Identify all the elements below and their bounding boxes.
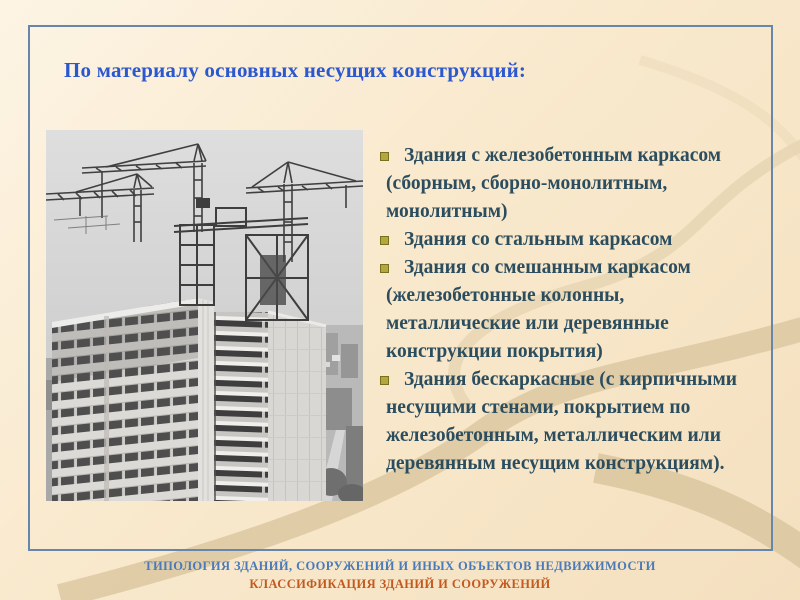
- list-item: [380, 366, 748, 478]
- footer-section-title: КЛАССИФИКАЦИЯ ЗДАНИЙ И СООРУЖЕНИЙ: [249, 577, 551, 591]
- list-item: [380, 226, 748, 254]
- bullet-list: [380, 142, 748, 478]
- bullet-text: Здания с железобетонным каркасом (сборным, сборно-монолитным, монолитным): [386, 145, 722, 222]
- page-title: По материалу основных несущих конструкций:: [64, 58, 527, 82]
- list-item: [380, 142, 748, 226]
- bullet-square-icon: [380, 264, 389, 273]
- bullet-text: Здания со смешанным каркасом (железобетонные колонны, металлические или деревянные конструкции покрытия): [386, 257, 691, 362]
- slide-footer: [0, 557, 800, 593]
- bullet-square-icon: [380, 236, 389, 245]
- construction-photo: [46, 130, 363, 501]
- footer-course-title: ТИПОЛОГИЯ ЗДАНИЙ, СООРУЖЕНИЙ И ИНЫХ ОБЪЕКТОВ НЕДВИЖИМОСТИ: [144, 559, 656, 573]
- bullet-square-icon: [380, 152, 389, 161]
- bullet-text: Здания со стальным каркасом: [404, 229, 673, 250]
- list-item: [380, 254, 748, 366]
- bullet-square-icon: [380, 376, 389, 385]
- bullet-text: Здания бескаркасные (с кирпичными несущими стенами, покрытием по железобетонным, металлическим или деревянным несущим конструкциям).: [386, 369, 738, 474]
